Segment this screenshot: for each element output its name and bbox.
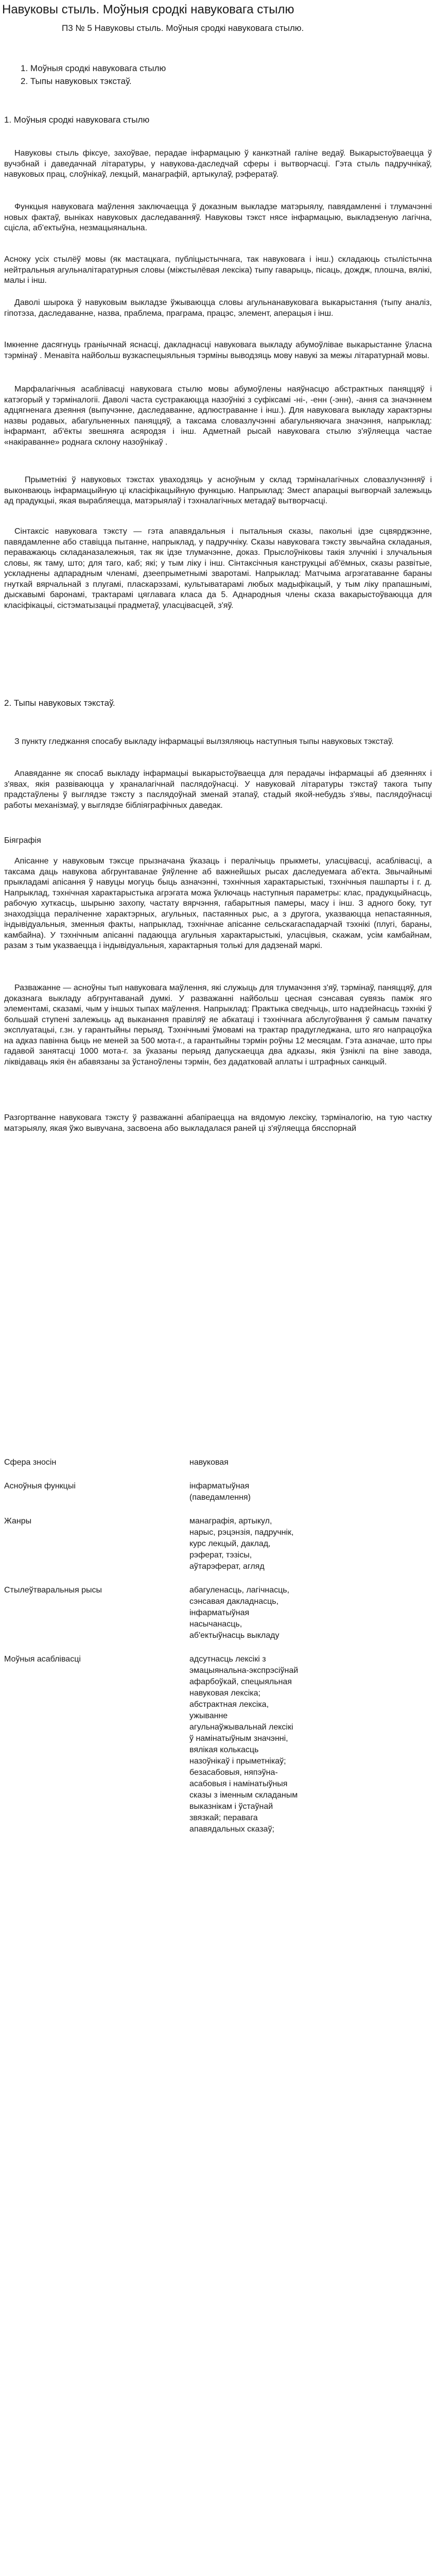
- table-value-cell: абагуленасць, лагічнасць, сэнсавая дакладнасць, інфарматыўная насычанасць, аб'ектыўнасць выкладу: [189, 1586, 290, 1640]
- paragraph: Біяграфія: [4, 836, 41, 845]
- table-row: [4, 1516, 313, 1572]
- paragraph: Апісанне у навуковым тэксце прызначана ўказаць і пералічыць прыкметы, уласцівасці, асаблівасці, а таксама даць навукова абгрунтаванае ўяўленне аб важнейшых рысах даследуемага аб'екта. Звычайнымі прыкладамі апісання ў навуцы могуць быць азначэнні, тэхнічныя характарыстыкі, тэхнічныя пашпарты і г. д. Напрыклад, тэхнічная характарыстыка агрэгата можа ўключаць наступныя параметры: клас, прадукцыйнасць, рабочую хуткасць, шырыню захопу, частату вярчэння, габарытныя памеры, масу і інш. З адного боку, тут знаходзіцца пераліченне характэрных, агульных, пастаянных рыс, а з другога, указваюцца непастаянныя, індывідуальныя, зменныя факты, напрыклад, тэхнічнае апісанне сельскагаспадарчай тэхнікі (плугі, бараны, камбайна). У тэхнічным апісанні падаюцца агульныя характарыстыкі, уласцівыя, скажам, усім камбайнам, разам з тым указваецца і індывідуальныя, характарныя толькі для дадзенай маркі.: [4, 857, 432, 950]
- table-label-cell: Сфера зносін: [4, 1458, 57, 1467]
- table-value-cell: інфарматыўная (паведамлення): [189, 1482, 251, 1502]
- paragraph: Імкненне дасягнуць граніычнай яснасці, дакладнасці навуковага выкладу абумоўлівае выкарыстанне ўласна тэрмінаў . Менавіта найбольш вузкаспецыяльныя тэрміны выводзяць мову навукі за межы літаратурнай мовы.: [4, 341, 432, 360]
- section-heading: 1. Моўныя сродкі навуковага стылю: [4, 115, 150, 125]
- table-row: [4, 1585, 313, 1641]
- table-label-cell: Жанры: [4, 1517, 32, 1526]
- table-value-cell: навуковая: [189, 1458, 229, 1467]
- paragraph: Разгортванне навуковага тэксту ў разважанні абапіраецца на вядомую лексіку, тэрміналогію, на тую частку матэрыялу, якая ўжо вывучана, засвоена або выкладалася раней ці з'яўляецца бясспорнай: [4, 1113, 432, 1133]
- paragraph: Прыметнікі ў навуковых тэкстах уваходзяць у асноўным у склад тэрміналагічных словазлучэнняў і выконваюць інфармацыйную ці класіфікацыйную функцыю. Напрыклад: Змест апарацыі выгворчай залежыць ад прадукцыі, якая вырабляецца, матэрыялаў і тэхналагічных метадаў вытворчасці.: [4, 476, 432, 505]
- table-of-contents: [21, 62, 166, 88]
- paragraph: Апавяданне як спосаб выкладу інфармацыі выкарыстоўваецца для перадачы інфармацыі аб дзеяннях і з'явах, якія развіваюцца у храналагічнай паслядоўнасці. У навуковай літаратуры тэкстаў такога тыпу прадстаўлены ў выглядзе тэксту з паслядоўнай зменай этапаў, стадый якой-небудзь з'явы, паслядоўнасці работы механізмаў, у выглядзе бібліяграфічных даведак.: [4, 769, 432, 810]
- table-value-cell: адсутнасць лексікі з эмацыянальна-экспрэсіўнай афарбоўкай, спецыяльная навуковая лексіка; абстрактная лексіка, ужыванне агульнаўжывальнай лексікі ў намінатыўным значэнні, вялікая колькасць назоўнікаў і прыметнікаў; безасабовыя, няпэўна- асабовыя і намінатыўныя сказы з іменным складаным выказнікам і ўстаўнай звязкай; перавага апавядальных сказаў;: [189, 1655, 299, 1834]
- table-label-cell: Стылеўтваральныя рысы: [4, 1586, 102, 1595]
- paragraph: Марфалагічныя асаблівасці навуковага стылю мовы абумоўлены наяўнасцю абстрактных паняццяў і катэгорый у тэрміналогіі. Даволі часта сустракаюцца назоўнікі з суфіксамі -ні-, -енн (-энн), -ання са значэннем адцягненага дзеяння (выпучэнне, даследаванне, адлюстраванне і інш.). Для навуковага выкладу характэрны назвы родавых, абагульненных паняццяў, а таксама словазлучэнні абагульняючага значэння, напрыклад: інфармант, аб'ёкты звешняга асяродзя і інш. Адметнай рысай навуковага стылю з'яўляецца частае «накіраванне» роднага склону назоўнікаў .: [4, 385, 432, 447]
- paragraph: Навуковы стыль фіксуе, захоўвае, перадае інфармацыю ў канкэтнай галіне ведаў. Выкарыстоўваецца ў вучэбнай і даведачнай літаратуры, у навукова-даследчай сферы і вытворчасці. Гэта стыль падручнікаў, навуковых прац, слоўнікаў, лекцый, манаграфій, артыкулаў, рэфератаў.: [4, 149, 432, 179]
- paragraph: Даволі шырока ў навуковым выкладзе ўжываюцца словы агульнанавуковага выкарыстання (тыпу аналіз, гіпотэза, даследаванне, назва, праблема, праграма, працэс, элемент, аперацыя і інш.: [4, 298, 432, 318]
- paragraph: Функцыя навуковага маўлення заключаецца ў доказным выкладзе матэрыялу, павядамленні і тлумачэнні новых фактаў, выніках навуковых даследаванняў. Навуковы тэкст нясе інфармацыю, выкладзеную лагічна, сцісла, аб'ектыўна, незмацыянальна.: [4, 202, 432, 232]
- paragraph: Разважанне — асноўны тып навуковага маўлення, які служыць для тлумачэння з'яў, тэрмінаў, паняццяў, для доказнага выкладу абгрунтаванай думкі. У разважанні найбольш цесная сэнсавая сувязь паміж яго элементамі, сказамі, чым у іншых тыпах маўлення. Напрыклад: Практыка сведчыць, што надзейнасць тэхнікі ў большай ступені залежыць ад выканання правіляў яе абкатаці і тэхнічнага абслугоўвання ў самым пачатку эксплуатацыі, г.зн. у гарантыйны перыяд. Тэхнічнымі ўмовамі на трактар прадугледжана, што яго напрацоўка на адказ павінна быць не меней за 500 мота-г., а гарантыйны тэрмін роўны 12 месяцам. Гэта азначае, што пры гадавой занятасці 1000 мота-г. за ўказаны перыяд дапускаецца два адказы, якія ўзніклі па віне завода, ліквідаваць якія ён абавязаны за ўстаноўлены тэрмін, без дадатковай аплаты і штрафных санкцый.: [4, 984, 432, 1066]
- paragraph: З пункту гледжання спосабу выкладу інфармацыі вылзяляюць наступныя тыпы навуковых тэкстаў.: [14, 737, 394, 746]
- table-value-cell: манаграфія, артыкул, нарыс, рэцэнзія, падручнік, курс лекцый, даклад, рэферат, тэзісы, аўтарэферат, агляд: [189, 1517, 294, 1571]
- table-row: [4, 1654, 313, 1835]
- section-heading: 2. Тыпы навуковых тэкстаў.: [4, 698, 115, 708]
- paragraph: Сінтаксіс навуковага тэксту — гэта апавядальныя і пытальныя сказы, пакольні ідзе сцвярджэнне, павядамленне або ставіцца пытанне, напрыклад, у падручніку. Сказы навуковага тэксту звычайна складаныя, пераважаюць складаназалежныя, так як ідзе тлумачэнне, доказ. Прыслоўніковы такія злучнікі і злучальныя словы, як таму, што; для таго, каб; які; у тым ліку і інш. Сінтаксічныя канструкцыі аб'ёмных, сказы развітые, ускладнены адпарадным членамі, дзеепрыметнымі зваротамі. Напрыклад: Матчыма агрэгатаванне бараны гнуткай вярчальнай з плугамі, пласкарэзамі, культыватарамі любых мадыфікацый, у тым ліку прапашнымі, дыскавымі баронамі, трактарамі цяглавага класа да 5. Аднародныя члены сказа вакарыстоўваюцца для класіфікацыі, сістэматызацыі прадметаў, уласцівасцей, з'яў.: [4, 527, 432, 610]
- page-title: Навуковы стыль. Моўныя сродкі навуковага стылю: [2, 3, 294, 16]
- table-label-cell: Моўныя асаблівасці: [4, 1655, 81, 1664]
- paragraph: Асноку усіх стылёў мовы (як мастацкага, публіцыстычнага, так навуковага і інш.) складаюць стылістычна нейтральныя агульналітаратурныя словы (міжстылёвая лексіка) тыпу гаварыць, пісаць, дождж, плошча, вялікі, малы і інш.: [4, 255, 432, 285]
- style-summary-table: [4, 1457, 313, 1848]
- page-subtitle: П3 № 5 Навуковы стыль. Моўныя сродкі навуковага стылю.: [62, 23, 304, 33]
- toc-item[interactable]: 1. Моўныя сродкі навуковага стылю: [21, 63, 166, 73]
- table-row: [4, 1481, 313, 1503]
- table-label-cell: Асноўныя функцыі: [4, 1482, 76, 1490]
- toc-item[interactable]: 2. Тыпы навуковых тэкстаў.: [21, 76, 132, 86]
- table-row: [4, 1457, 313, 1468]
